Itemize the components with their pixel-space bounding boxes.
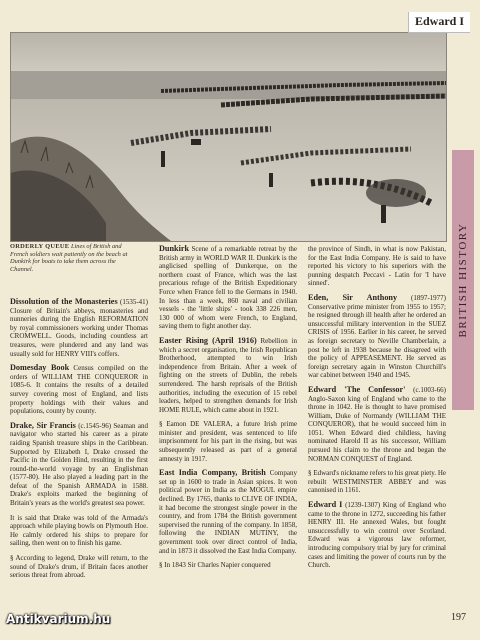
- entry-east-india: [159, 469, 297, 555]
- entry-text: Company set up in 1600 to trade in Asian spices. It won political power in India as the MOGUL empire declined. By 1765, thanks to CLIVE OF INDIA, it had become the strongest single power in the country, and from 1784 the British government supervised the running of the company. In 1858, following the INDIAN MUTINY, the government took over direct control of India, and in 1873 it dissolved the East India Company.: [159, 469, 297, 555]
- entry-heading: Dunkirk: [159, 244, 190, 253]
- entry-text: According to legend, Drake will return, to the sound of Drake's drum, if Britain faces another serious threat from abroad.: [10, 554, 148, 580]
- entry-text: Scene of a remarkable retreat by the British army in WORLD WAR II. Dunkirk is the anglicised spelling of Dunkerque, on the northern coast of France, which was the last precarious refuge of the British Expeditionary Force when France fell to the Germans in 1940. In less than a week, 860 naval and civilian vessels - the 'little ships' - took 338 226 men, 130 000 of whom were French, to England, saving them to fight another day.: [159, 245, 297, 331]
- entry-heading: Drake, Sir Francis: [10, 420, 76, 430]
- legend-icon: §: [159, 561, 165, 570]
- legend-icon: §: [159, 420, 167, 429]
- section-tab: [452, 150, 474, 410]
- entry-heading: Dissolution of the Monasteries: [10, 297, 118, 306]
- dunkirk-beach-photo: [10, 32, 447, 242]
- entry-dissolution: [10, 298, 148, 358]
- section-tab-label: BRITISH HISTORY: [457, 222, 469, 338]
- entry-note: [10, 554, 148, 580]
- entry-text: Eamon DE VALERA, a future Irish prime minister and president, was sentenced to life imprisonment for his part in the rising, but was subsequently released as part of a general amnesty in 1917.: [159, 420, 298, 463]
- legend-icon: §: [10, 554, 16, 563]
- caption-text: Lines of British and French soldiers wait patiently on the beach at Dunkirk for boats to take them across the Channel.: [10, 243, 128, 273]
- entry-text: Edward's nickname refers to his great piety. He rebuilt WESTMINSTER ABBEY and was canonised in 1161.: [308, 469, 446, 495]
- entry-text: Census compiled on the orders of WILLIAM THE CONQUEROR in 1085-6. It contains the results of a detailed survey covering most of England, and lists property holdings with their values and populations, county by county.: [10, 364, 149, 416]
- entry-edward-confessor: [308, 386, 446, 463]
- column-2: [159, 245, 297, 576]
- entry-text: (c.1545-96) Seaman and navigator who started his career as a pirate raiding Spanish treasure ships in the Caribbean. Supported by Elizabeth I, Drake crossed the Pacific in the Golden Hind, resulting in the first round-the-world voyage by an Englishman (1577-80). He also played a leading part in the defeat of the Spanish ARMADA in 1588. Drake's exploits marked the beginning of Britain's years as the world's greatest sea power.: [10, 421, 148, 508]
- entry-heading: Edward 'The Confessor': [308, 384, 406, 394]
- entry-note: [10, 514, 148, 548]
- watermark: Antikvarium.hu: [6, 612, 111, 626]
- entry-continued: [308, 245, 446, 288]
- running-head: Edward I: [408, 12, 470, 33]
- column-3: [308, 245, 446, 576]
- entry-eden: [308, 294, 446, 380]
- photo-caption: [10, 243, 138, 273]
- entry-edward-i: [308, 501, 446, 570]
- entry-text: It is said that Drake was told of the Armada's approach while playing bowls on Plymouth Hoe. He calmly ordered his ships to prepare for sailing, then went on to finish his game.: [10, 513, 148, 548]
- entry-heading: Eden, Sir Anthony: [308, 292, 398, 302]
- page-number: 197: [451, 612, 466, 623]
- caption-lead: ORDERLY QUEUE: [10, 243, 70, 250]
- entry-note: [159, 420, 297, 463]
- photo-illustration: [11, 33, 446, 241]
- entry-note: [308, 469, 446, 495]
- entry-dunkirk: [159, 245, 297, 331]
- entry-drake: [10, 422, 148, 508]
- entry-easter-rising: [159, 337, 297, 414]
- entry-text: Rebellion in which a secret organisation, the Irish Republican Brotherhood, attempted to win Irish independence from Britain. After a week of fighting on the streets of Dublin, the rebels surrendered. The harsh reprisals of the British authorities, including the execution of 15 rebel leaders, helped to strengthen demands for Irish HOME RULE, which came about in 1921.: [159, 336, 297, 414]
- entry-text: (1897-1977) Conservative prime minister from 1955 to 1957; he resigned through ill health after he ordered an unsuccessful military intervention in the SUEZ CRISIS of 1956. Earlier in his career, he served as foreign secretary to Neville Chamberlain, a post he left in 1938 because he disagreed with the policy of APPEASEMENT. He served as foreign secretary again in Winston Churchill's war cabinet between 1940 and 1945.: [308, 293, 446, 380]
- entry-heading: Domesday Book: [10, 363, 70, 373]
- entry-heading: Easter Rising (April 1916): [159, 335, 257, 345]
- entry-text: the province of Sindh, in what is now Pakistan, for the East India Company. He is said to have reported his victory to his superiors with the punning despatch Peccavi - Latin for 'I have sinned'.: [308, 245, 446, 288]
- column-1: [10, 298, 148, 586]
- entry-text: In 1843 Sir Charles Napier conquered: [164, 561, 271, 570]
- entry-text: (c.1003-66) Anglo-Saxon king of England who came to the throne in 1042. He is thought to have promised William, Duke of Normandy (WILLIAM THE CONQUEROR), that he would succeed him in 1051. When Edward died childless, having nominated Harold II as his successor, William pursued his claim to the throne and began the NORMAN CONQUEST of England.: [308, 385, 446, 463]
- entry-text: (1535-41) Closure of Britain's abbeys, monasteries and nunneries during the English REFORMATION by royal commissioners working under Thomas CROMWELL. Goods, including countless art treasures, were plundered and any land was usually sold for HENRY VIII's coffers.: [10, 298, 148, 358]
- entry-heading: Edward I: [308, 500, 343, 510]
- legend-icon: §: [308, 469, 314, 478]
- entry-text: (1239-1307) King of England who came to the throne in 1272, succeeding his father HENRY III. He annexed Wales, but fought unsuccessfully to win control over Scotland. Edward was a vigorous law reformer, introducing compulsory trial by jury for criminal cases and limiting the power of courts run by the Church.: [308, 501, 446, 570]
- entry-note: [159, 561, 297, 570]
- entry-domesday: [10, 364, 148, 416]
- entry-heading: East India Company, British: [159, 468, 266, 478]
